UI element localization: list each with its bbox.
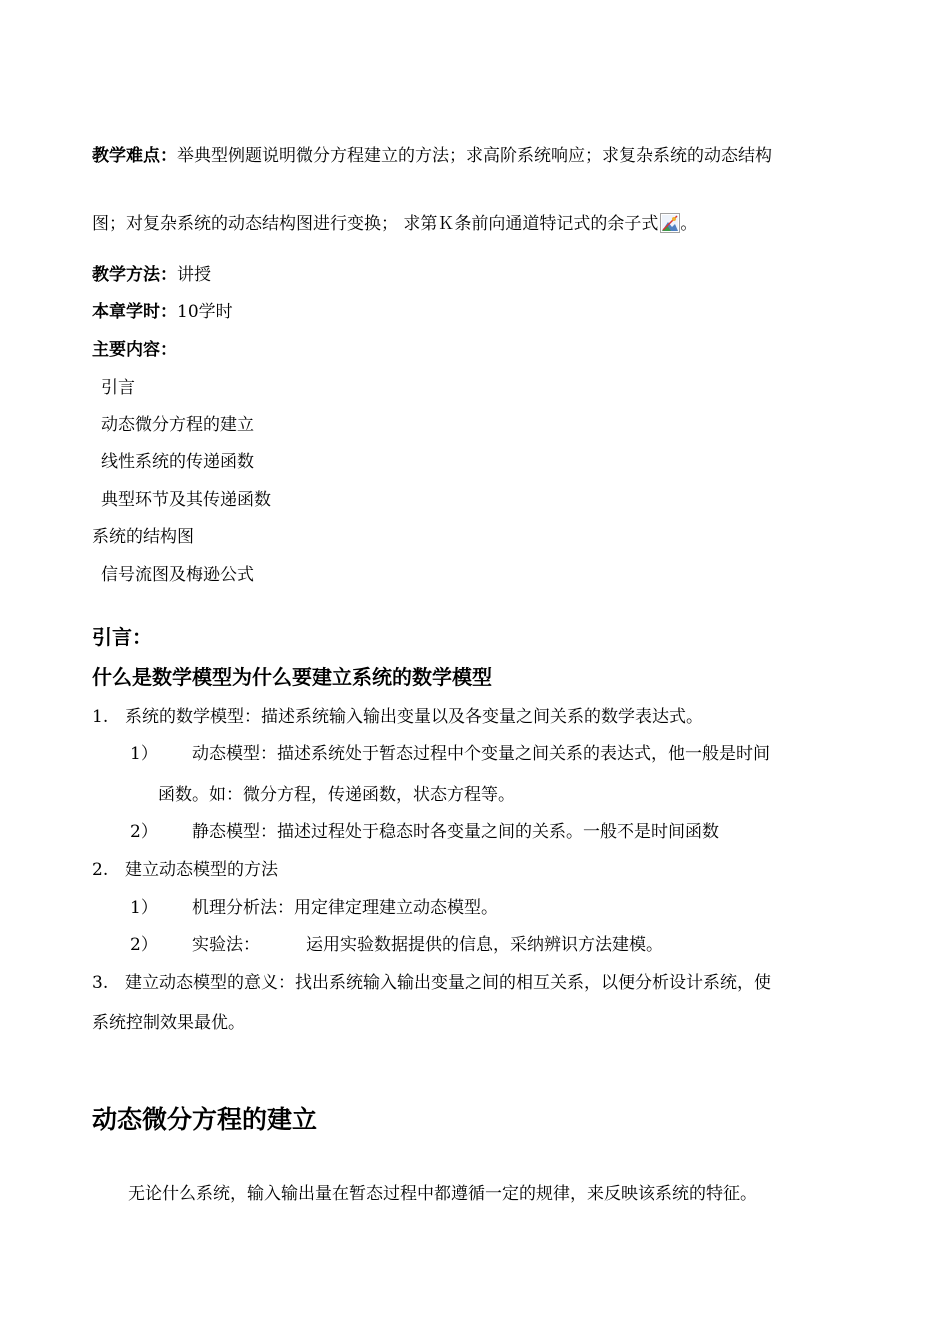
item-number: 1. [92,707,109,727]
sub-item-number: 2） [130,822,158,842]
hours-line [92,300,233,324]
intro-item-2 [92,858,278,882]
difficulty-line-1 [92,144,772,168]
sub-item-number: 1） [130,744,158,764]
intro-item-2-sub-2 [130,933,663,957]
item-number: 2. [92,860,109,880]
broken-image-icon [660,213,680,233]
sub-item-label: 实验法： [192,935,260,955]
method-label: 教学方法： [92,265,177,285]
intro-heading: 引言： [92,625,152,649]
method-value: 讲授 [177,265,211,285]
intro-item-1-sub-1-cont: 函数。如：微分方程，传递函数，状态方程等。 [158,785,515,805]
contents-item: 线性系统的传递函数 [101,452,254,472]
item-text: 系统的数学模型：描述系统输入输出变量以及各变量之间关系的数学表达式。 [125,707,703,727]
item-text: 建立动态模型的意义：找出系统输入输出变量之间的相互关系，以便分析设计系统，使 [125,973,771,993]
sub-item-number: 1） [130,898,158,918]
contents-item: 动态微分方程的建立 [101,415,254,435]
intro-item-3 [92,971,771,995]
method-line [92,263,211,287]
hours-value: 10学时 [177,302,233,322]
sub-item-number: 2） [130,935,158,955]
section-heading: 动态微分方程的建立 [92,1105,318,1134]
sub-item-text: 动态模型：描述系统处于暂态过程中个变量之间关系的表达式，他一般是时间 [192,744,770,764]
intro-item-1-sub-1 [130,742,770,766]
difficulty-line-2 [92,212,697,236]
intro-item-1-sub-2 [130,820,719,844]
difficulty-text-1: 举典型例题说明微分方程建立的方法；求高阶系统响应；求复杂系统的动态结构 [177,146,772,166]
item-number: 3. [92,973,109,993]
section-paragraph: 无论什么系统，输入输出量在暂态过程中都遵循一定的规律，来反映该系统的特征。 [128,1184,757,1204]
item-text: 建立动态模型的方法 [125,860,278,880]
sub-item-text: 机理分析法：用定律定理建立动态模型。 [192,898,498,918]
difficulty-text-2: 图；对复杂系统的动态结构图进行变换； 求第Ｋ条前向通道特记式的余子式 [92,214,659,234]
intro-subheading: 什么是数学模型为什么要建立系统的数学模型 [92,665,492,689]
contents-item: 系统的结构图 [92,527,194,547]
contents-item: 信号流图及梅逊公式 [101,565,254,585]
difficulty-end: 。 [680,214,698,234]
intro-item-2-sub-1 [130,896,498,920]
contents-label: 主要内容： [92,340,177,360]
hours-label: 本章学时： [92,302,177,322]
intro-item-3-cont: 系统控制效果最优。 [92,1013,245,1033]
difficulty-label: 教学难点： [92,146,177,166]
intro-item-1 [92,705,703,729]
sub-item-text: 运用实验数据提供的信息，采纳辨识方法建模。 [306,935,663,955]
contents-item: 典型环节及其传递函数 [101,490,271,510]
sub-item-text: 静态模型：描述过程处于稳态时各变量之间的关系。一般不是时间函数 [192,822,719,842]
contents-item: 引言 [101,378,135,398]
